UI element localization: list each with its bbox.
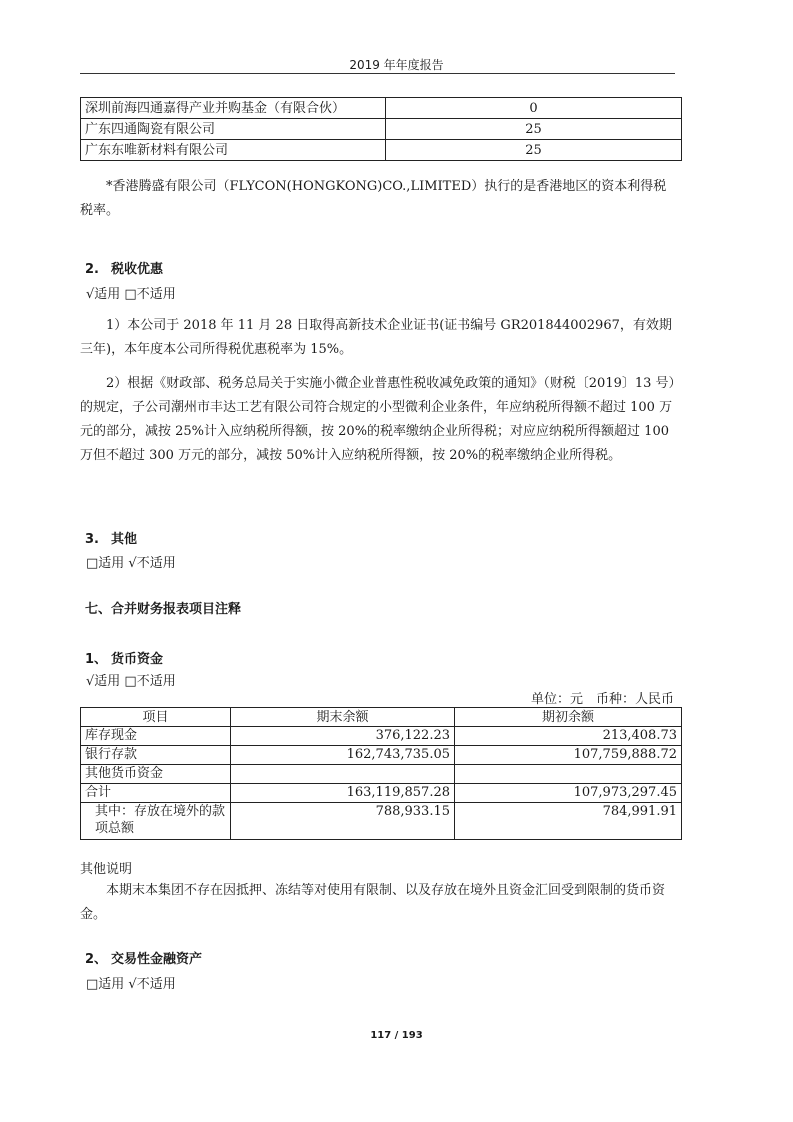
header-divider [80, 73, 675, 74]
column-header: 期初余额 [455, 708, 682, 727]
end-balance-cell: 163,119,857.28 [231, 784, 455, 803]
table-row [81, 765, 682, 784]
item-cell: 合计 [81, 784, 231, 803]
tax-incentive-paragraph-1: 1）本公司于 2018 年 11 月 28 日取得高新技术企业证书(证书编号 GR201844002967，有效期三年)，本年度本公司所得税优惠税率为 15%。 [80, 318, 672, 357]
applicability-checkbox: √适用 □不适用 [86, 287, 176, 302]
table-row [81, 140, 682, 161]
item-cell: 库存现金 [81, 727, 231, 746]
table-row [81, 746, 682, 765]
entity-name: 广东四通陶瓷有限公司 [81, 119, 386, 140]
other-notes-label: 其他说明 [80, 862, 133, 877]
entity-name: 广东东唯新材料有限公司 [81, 140, 386, 161]
section-number: 2、 [85, 952, 108, 967]
table-row [81, 119, 682, 140]
end-balance-cell: 376,122.23 [231, 727, 455, 746]
table-row [81, 98, 682, 119]
begin-balance-cell [455, 765, 682, 784]
tax-rate-table [80, 97, 682, 161]
tax-rate: 25 [386, 140, 682, 161]
entity-name: 深圳前海四通嘉得产业并购基金（有限合伙） [81, 98, 386, 119]
tax-incentive-paragraph-2: 2）根据《财政部、税务总局关于实施小微企业普惠性税收减免政策的通知》（财税〔2019〕13 号）的规定，子公司潮州市丰达工艺有限公司符合规定的小型微利企业条件，年应纳税所得额不超过 100 万元的部分，减按 25%计入应纳税所得额，按 20%的税率缴纳企业所得税；对应应纳税所得额超过 100 万但不超过 300 万元的部分，减按 50%计入应纳税所得额，按 20%的税率缴纳企业所得税。 [80, 376, 676, 463]
section-title: 交易性金融资产 [111, 952, 203, 967]
begin-balance-cell: 107,973,297.45 [455, 784, 682, 803]
section-number: 1、 [85, 652, 108, 667]
begin-balance-cell: 784,991.91 [455, 803, 682, 840]
table-header-row [81, 708, 682, 727]
table-row [81, 784, 682, 803]
section-heading-tax-incentive [85, 258, 163, 277]
section-heading-other [85, 528, 137, 547]
end-balance-cell: 162,743,735.05 [231, 746, 455, 765]
currency-unit-label: 单位：元 币种：人民币 [530, 692, 674, 707]
section-number: 3. [85, 532, 99, 547]
tax-rate: 0 [386, 98, 682, 119]
section-heading-trading [85, 948, 202, 967]
page-number: 117 / 193 [370, 1030, 423, 1041]
item-cell: 其中：存放在境外的款项总额 [81, 803, 231, 840]
section-number: 2. [85, 262, 99, 277]
table-row [81, 803, 682, 840]
section-heading-cash [85, 648, 163, 667]
other-notes-text: 本期末本集团不存在因抵押、冻结等对使用有限制、以及存放在境外且资金汇回受到限制的货币资金。 [80, 883, 666, 922]
section-title: 其他 [111, 532, 138, 547]
tax-rate: 25 [386, 119, 682, 140]
section-title: 货币资金 [111, 652, 164, 667]
column-header: 期末余额 [231, 708, 455, 727]
item-cell: 银行存款 [81, 746, 231, 765]
begin-balance-cell: 107,759,888.72 [455, 746, 682, 765]
report-header-title: 2019 年年度报告 [349, 58, 444, 72]
applicability-checkbox: □适用 √不适用 [86, 556, 176, 571]
cash-balance-table [80, 707, 682, 840]
section-title: 税收优惠 [111, 262, 164, 277]
begin-balance-cell: 213,408.73 [455, 727, 682, 746]
hk-tax-note: *香港腾盛有限公司（FLYCON(HONGKONG)CO.,LIMITED）执行的是香港地区的资本利得税税率。 [80, 179, 667, 218]
applicability-checkbox: √适用 □不适用 [86, 674, 176, 689]
column-header: 项目 [81, 708, 231, 727]
chapter-heading: 七、合并财务报表项目注释 [85, 602, 242, 617]
applicability-checkbox: □适用 √不适用 [86, 977, 176, 992]
table-row [81, 727, 682, 746]
end-balance-cell: 788,933.15 [231, 803, 455, 840]
end-balance-cell [231, 765, 455, 784]
item-cell: 其他货币资金 [81, 765, 231, 784]
